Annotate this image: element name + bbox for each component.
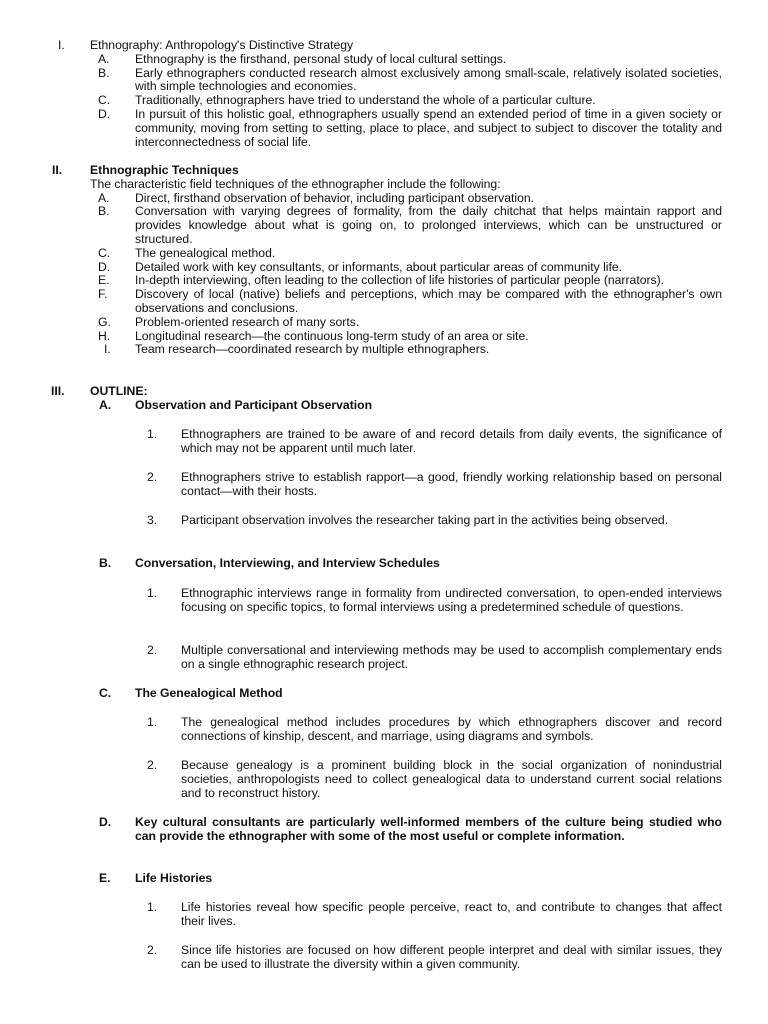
section-2-title: Ethnographic Techniques (90, 163, 239, 177)
point (0, 428, 768, 456)
item-text: Direct, firsthand observation of behavior, including participant observation. (135, 190, 535, 205)
item-letter: D. (98, 106, 111, 121)
point (0, 471, 768, 499)
point-number: 1. (147, 586, 158, 600)
item-text: Discovery of local (native) beliefs and perceptions, which may be compared with the ethnographer's own observations and conclusions. (135, 287, 722, 315)
point-number: 1. (147, 715, 158, 729)
subsection-letter: D. (99, 815, 112, 829)
point-text: Ethnographic interviews range in formality from undirected conversation, to open-ended interviews focusing on specific topics, to formal interviews using a predetermined schedule of questions. (181, 586, 722, 614)
point (0, 716, 768, 744)
item-letter: D. (98, 259, 111, 274)
item-letter: C. (98, 245, 111, 260)
item-letter: B. (98, 65, 110, 80)
point-text: Ethnographers are trained to be aware of and record details from daily events, the significance of which may not be apparent until much later. (181, 427, 722, 455)
item-letter: A. (98, 190, 110, 205)
subsection-title: Observation and Participant Observation (135, 398, 373, 412)
point-text: Life histories reveal how specific people perceive, react to, and contribute to changes that affect their lives. (181, 900, 722, 928)
subsection-a (0, 399, 768, 413)
subsection-title: The Genealogical Method (135, 686, 283, 700)
point (0, 901, 768, 929)
section-2-numeral: II. (52, 163, 63, 177)
section-3-numeral: III. (51, 384, 65, 398)
item-text: Traditionally, ethnographers have tried to understand the whole of a particular culture. (135, 93, 596, 108)
item-text: Detailed work with key consultants, or informants, about particular areas of community life. (135, 259, 623, 274)
item-text: In pursuit of this holistic goal, ethnographers usually spend an extended period of time in a given society or community, moving from setting to setting, place to place, and subject to subject to discover the totality and interconnectedness of social life. (135, 106, 722, 149)
subsection-letter: A. (99, 398, 112, 412)
section-2-intro: The characteristic field techniques of the ethnographer include the following: (90, 176, 501, 191)
point-number: 3. (147, 513, 158, 527)
point-number: 1. (147, 427, 158, 441)
subsection-letter: B. (99, 556, 112, 570)
point-text: Participant observation involves the researcher taking part in the activities being observed. (181, 513, 669, 527)
point (0, 587, 768, 615)
item-text: The genealogical method. (135, 245, 276, 260)
point-text: Since life histories are focused on how different people interpret and deal with similar issues, they can be used to illustrate the diversity within a given community. (181, 943, 722, 971)
subsection-c (0, 687, 768, 701)
subsection-title: Life Histories (135, 871, 213, 885)
item-letter: I. (104, 342, 111, 357)
item-letter: G. (98, 314, 111, 329)
item-text: Early ethnographers conducted research almost exclusively among small-scale, relatively isolated societies, with simple technologies and economies. (135, 65, 722, 94)
subsection-letter: C. (99, 686, 112, 700)
subsection-letter: E. (99, 871, 111, 885)
item-text: Longitudinal research—the continuous long-term study of an area or site. (135, 328, 529, 343)
point (0, 944, 768, 972)
item-letter: E. (98, 273, 110, 288)
item-text: Team research—coordinated research by multiple ethnographers. (135, 342, 490, 357)
subsection-e (0, 872, 768, 886)
point-text: Because genealogy is a prominent building block in the social organization of nonindustrial societies, anthropologists need to collect genealogical data to understand current social relations and to reconstruct history. (181, 758, 722, 800)
item-letter: H. (98, 328, 111, 343)
point (0, 759, 768, 800)
subsection-b (0, 557, 768, 571)
point-number: 2. (147, 758, 158, 772)
subsection-d (0, 816, 768, 844)
point-text: Ethnographers strive to establish rapport—a good, friendly working relationship based on personal contact—with their hosts. (181, 470, 722, 498)
item-letter: A. (98, 51, 110, 66)
point-text: Multiple conversational and interviewing methods may be used to accomplish complementary ends on a single ethnographic research project. (181, 643, 722, 671)
point-number: 2. (147, 643, 158, 657)
section-2 (0, 164, 768, 357)
subsection-title: Key cultural consultants are particularly well-informed members of the culture being studied who can provide the ethnographer with some of the most useful or complete information. (135, 815, 722, 843)
item-text: Conversation with varying degrees of formality, from the daily chitchat that helps maintain rapport and provides knowledge about what is going on, to prolonged interviews, which can be unstructured or structured. (135, 204, 722, 246)
item-letter: B. (98, 204, 110, 219)
item-text: In-depth interviewing, often leading to the collection of life histories of particular people (narrators). (135, 273, 665, 288)
section-1 (0, 39, 768, 149)
section-3-title: OUTLINE: (90, 384, 148, 398)
section-1-numeral: I. (58, 38, 65, 52)
point-number: 2. (147, 943, 158, 957)
item-text: Ethnography is the firsthand, personal study of local cultural settings. (135, 51, 507, 66)
subsection-title: Conversation, Interviewing, and Interview Schedules (135, 556, 440, 570)
point (0, 514, 768, 528)
point-text: The genealogical method includes procedures by which ethnographers discover and record connections of kinship, descent, and marriage, using diagrams and symbols. (181, 715, 722, 743)
item-letter: C. (98, 93, 111, 108)
item-text: Problem-oriented research of many sorts. (135, 314, 360, 329)
section-3-heading (0, 385, 768, 399)
point-number: 2. (147, 470, 158, 484)
point-number: 1. (147, 900, 158, 914)
section-1-title: Ethnography: Anthropology's Distinctive Strategy (90, 38, 354, 52)
item-letter: F. (98, 287, 108, 302)
point (0, 644, 768, 672)
